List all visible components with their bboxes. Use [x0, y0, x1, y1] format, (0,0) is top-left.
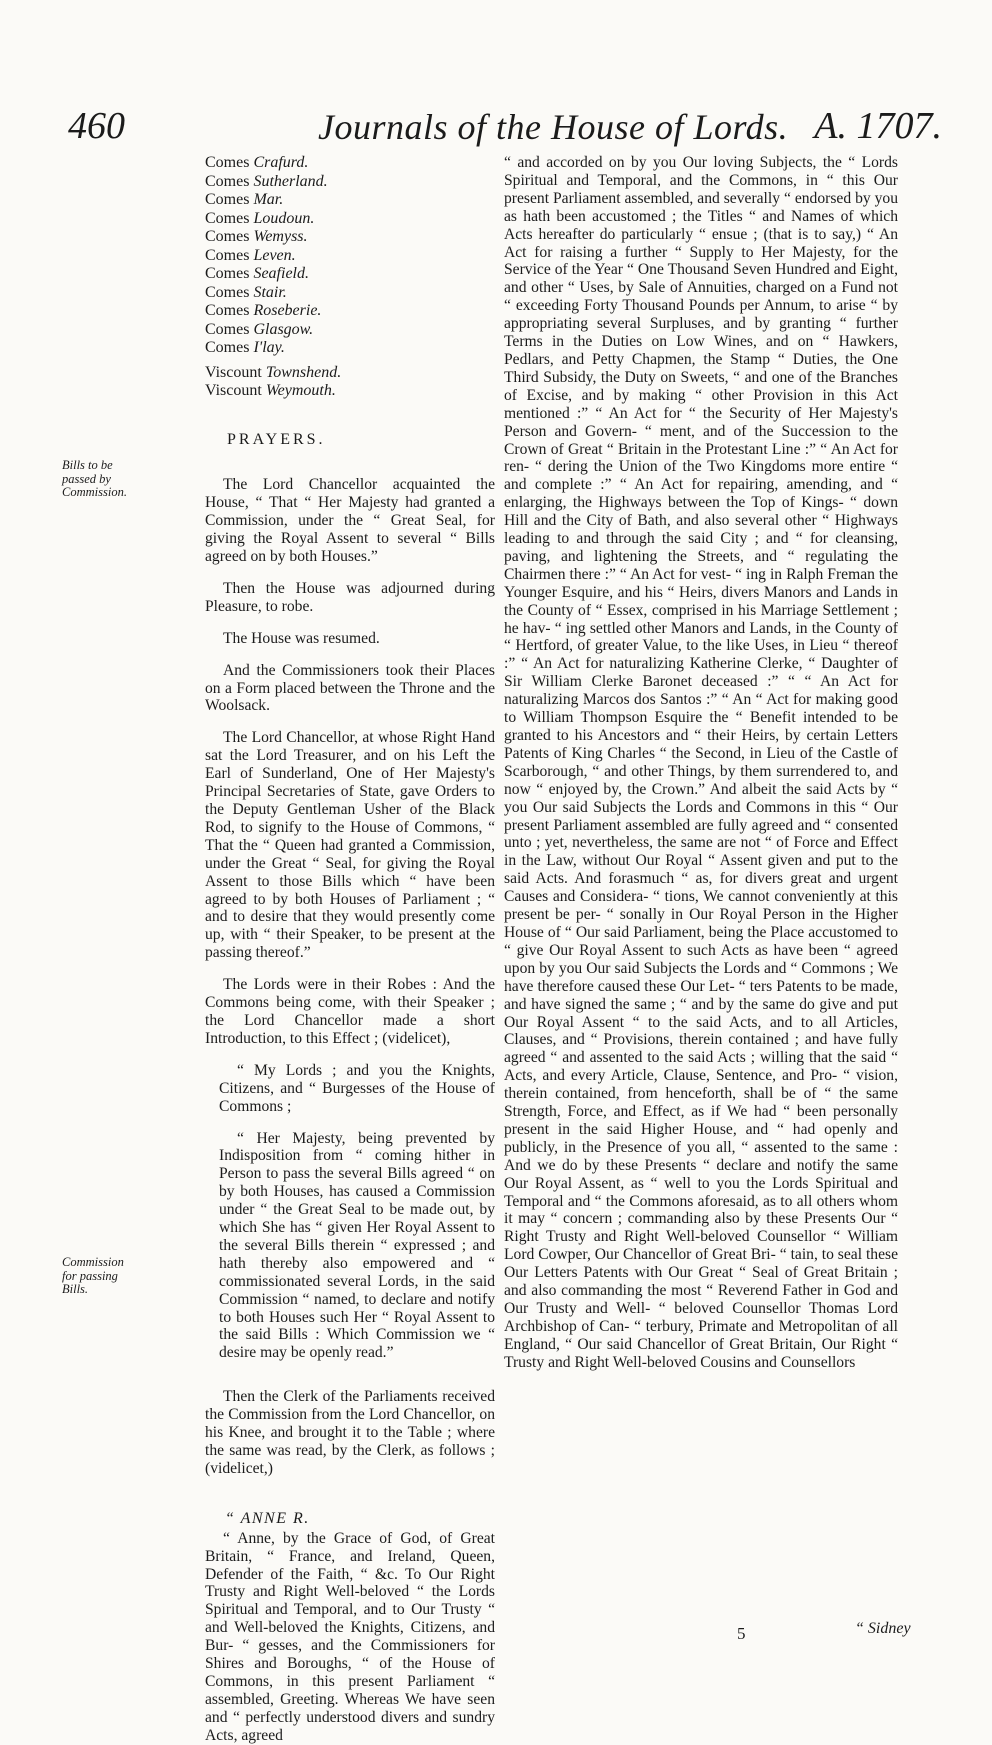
peer-entry: Comes Glasgow. [205, 320, 314, 338]
commission-continuation: “ and accorded on by you Our loving Subjects, the “ Lords Spiritual and Temporal, and the Commons, in “ this Our present Parliament assembled, and severally “ endorsed by you as hath been accustomed ; the Titles “ and Names of which Acts hereafter do particularly “ ensue ; (that is to say,) “ An Act for raising a further “ Supply to Her Majesty, for the Service of the Year “ One Thousand Seven Hundred and Eight, and other “ Uses, by Sale of Annuities, charged on a Fund not “ exceeding Forty Thousand Pounds per Annum, to arise “ by appropriating several Surpluses, and by granting “ further Terms in the Duties on Low Wines, and on “ Hawkers, Pedlars, and Petty Chapmen, the Stamp “ Duties, the One Third Subsidy, the Duty on Sweets, “ and one of the Branches of Excise, and by making “ other Provision in this Act mentioned :” “ An Act for “ the Security of Her Majesty's Person and Govern- “ ment, and of the Succession to the Crown of Great “ Britain in the Protestant Line :” “ An Act for ren- “ dering the Union of the Two Kingdoms more entire “ and complete :” “ An Act for repairing, amending, and “ enlarging, the Highways between the Top of Kings- “ down Hill and the City of Bath, and also several other “ Highways leading to and through the said City ; and “ for cleansing, paving, and lightening the Streets, and “ regulating the Chairmen there :” “ An Act for vest- “ ing in Ralph Freman the Younger Esquire, and his “ Heirs, divers Manors and Lands in the County of “ Essex, comprised in his Marriage Settlement ; he hav- “ ing settled other Manors and Lands, in the County of “ Hertford, of greater Value, to the like Uses, in Lieu “ thereof :” “ An Act for naturalizing Katherine Clerke, “ Daughter of Sir William Clerke Baronet deceased :” “ “ An Act for naturalizing Marcos dos Santos :” “ An “ Act for making good to William Thompson Esquire the “ Benefit intended to be granted to his Ancestors and “ their Heirs, by certain Letters Patents of King Charles “ the Second, in Lieu of the Castle of Scarborough, “ and other Things, by them surrendered to, and now “ enjoyed by, the Crown.” And albeit the said Acts by “ you Our said Subjects the Lords and Commons in this “ Our present Parliament assembled are fully agreed and “ consented unto ; yet, nevertheless, the same are not “ of Force and Effect in the Law, without Our Royal “ Assent given and put to the said Acts. And forasmuch “ as, for divers great and urgent Causes and Considera- “ tions, We cannot conveniently at this present be per- “ sonally in Our Royal Person in the Higher House of “ Our said Parliament, being the Place accustomed to “ give Our Royal Assent to such Acts as have been “ agreed upon by you Our said Subjects the Lords and “ Commons ; We have therefore caused these Our Let- “ ters Patents to be made, and have signed the same ; “ and by the same do give and put Our Royal Assent “ to the said Acts, and to all Articles, Clauses, and “ Provisions, therein contained ; and have fully agreed “ and assented to the said Acts ; willing that the said “ Acts, and every Article, Clause, Sentence, and Pro- “ vision, therein contained, from henceforth, shall be of “ the same Strength, Force, and Effect, as if We had “ been personally present in the said Higher House, and “ had openly and publicly, in the Presence of you all, “ assented to the same : And we do by these Presents “ declare and notify the same Our Royal Assent, as “ well to you the Lords Spiritual and Temporal and “ the Commons aforesaid, as to all others whom it may “ concern ; commanding also by these Presents Our “ Right Trusty and Right Well-beloved Counsellor “ William Lord Cowper, Our Chancellor of Great Bri- “ tain, to seal these Our Letters Patents with Our Great “ Seal of Great Britain ; and also commanding the most “ Reverend Father in God and Our Trusty and Well- “ beloved Counsellor Thomas Lord Archbishop of Can- “ terbury, Primate and Metropolitan of all England, “ Our said Chancellor of Great Britain, Our Right “ Trusty and Right Well-beloved Cousins and Counsellors [504, 154, 898, 1371]
page-number: 460 [68, 105, 125, 147]
peer-entry: Comes Seafield. [205, 265, 309, 282]
year-label: A. 1707. [814, 105, 942, 147]
royal-signature: “ ANNE R. [225, 1509, 310, 1527]
catchword: “ Sidney [855, 1620, 911, 1637]
right-column [504, 154, 898, 1372]
prayers-heading: PRAYERS. [227, 430, 326, 448]
clerk-paragraph: Then the Clerk of the Parliaments received the Commission from the Lord Chancellor, on his Knee, and brought it to the Table ; where the same was read, by the Clerk, as follows ; (videlicet,) [205, 1388, 495, 1477]
signature-mark: 5 [737, 1624, 746, 1643]
margin-note-bills: Bills to be passed by Commission. [62, 458, 127, 499]
peer-entry: Viscount Weymouth. [205, 382, 336, 399]
paragraph: And the Commissioners took their Places on a Form placed between the Throne and the Woolsack. [205, 661, 495, 715]
peer-entry: Comes Loudoun. [205, 209, 315, 227]
running-title: Journals of the House of Lords. [318, 107, 789, 147]
speech-body: “ Her Majesty, being prevented by Indisposition from “ coming hither in Person to pass the several Bills agreed “ on by both Houses, has caused a Commission under “ the Great Seal to be made out, by which She has “ given Her Royal Assent to the several Bills therein “ expressed ; and hath thereby also empowered and “ commissionated several Lords, in the said Commission “ named, to declare and notify to both Houses such Her “ Royal Assent to the said Bills : Which Commission we “ desire may be openly read.” [219, 1129, 495, 1362]
paragraph: The Lord Chancellor, at whose Right Hand sat the Lord Treasurer, and on his Left the Earl of Sunderland, One of Her Majesty's Principal Secretaries of State, gave Orders to the Deputy Gentleman Usher of the Black Rod, to signify to the House of Commons, “ That the “ Queen had granted a Commission, under the Great “ Seal, for giving the Royal Assent to those Bills which “ have been agreed to by both Houses of Parliament ; “ and to desire that they would presently come up, with “ their Speaker, to be present at the passing thereof.” [205, 729, 495, 962]
left-column [205, 154, 495, 1745]
paragraph: The Lords were in their Robes : And the Commons being come, with their Speaker ; the Lord Chancellor made a short Introduction, to this Effect ; (videlicet), [205, 976, 495, 1047]
speech-opening: “ My Lords ; and you the Knights, Citizens, and “ Burgesses of the House of Commons ; [219, 1061, 495, 1115]
peer-entry: Viscount Townshend. [205, 363, 342, 381]
peer-entry: Comes Sutherland. [205, 172, 328, 190]
peer-entry: Comes Leven. [205, 246, 296, 264]
peer-entry: Comes Roseberie. [205, 302, 322, 319]
paragraph: The Lord Chancellor acquainted the House, “ That “ Her Majesty had granted a Commission, under the “ Great Seal, for giving the Royal Assent to several “ Bills agreed on by both Houses.” [205, 476, 495, 566]
peer-entry: Comes Mar. [205, 191, 284, 208]
peer-entry: Comes I'lay. [205, 339, 285, 356]
page-header [0, 104, 992, 156]
paragraph: The House was resumed. [223, 629, 380, 647]
commission-text: “ Anne, by the Grace of God, of Great Britain, “ France, and Ireland, Queen, Defender of the Faith, “ &c. To Our Right Trusty and Right Well-beloved “ the Lords Spiritual and Temporal, and to Our Trusty “ and Well-beloved the Knights, Citizens, and Bur- “ gesses, and the Commissioners for Shires and Boroughs, “ of the House of Commons, in this present Parliament “ assembled, Greeting. Whereas We have seen and “ perfectly understood divers and sundry Acts, agreed [205, 1529, 495, 1744]
peer-entry: Comes Crafurd. [205, 154, 309, 171]
paragraph: Then the House was adjourned during Pleasure, to robe. [205, 579, 495, 615]
margin-note-commission: Commission for passing Bills. [62, 1255, 124, 1296]
peer-list [205, 154, 495, 401]
peer-entry: Comes Stair. [205, 283, 287, 301]
peer-entry: Comes Wemyss. [205, 228, 308, 245]
